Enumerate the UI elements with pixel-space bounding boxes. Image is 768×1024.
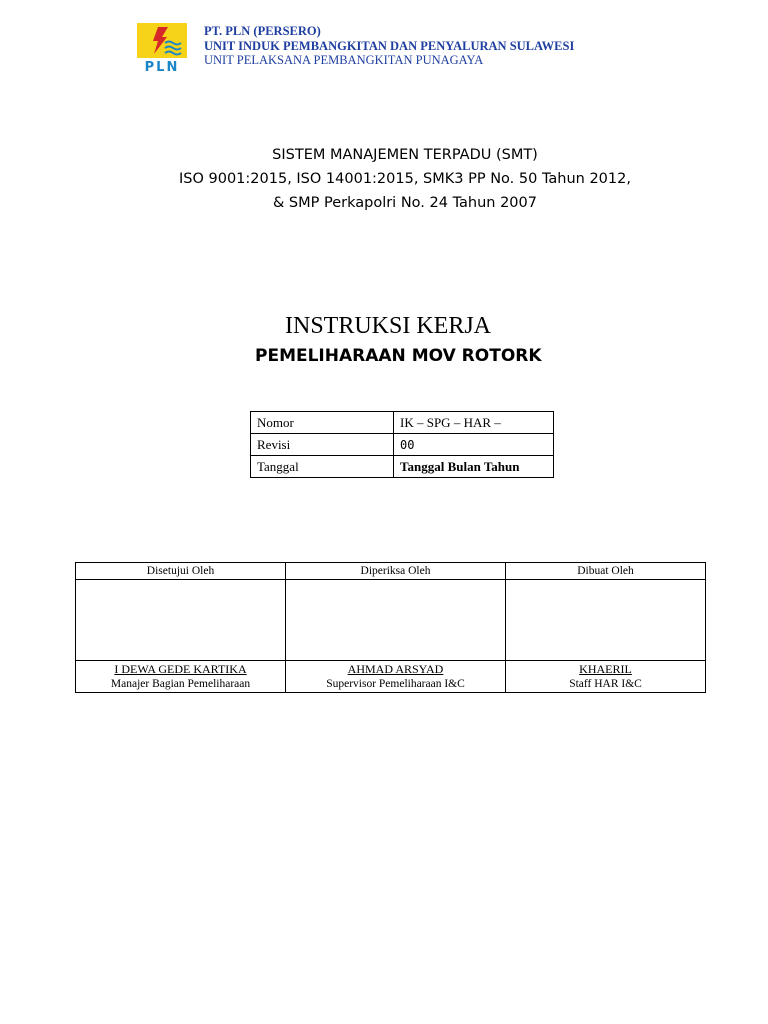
signatory-approver [76,661,286,693]
signatory-name: KHAERIL [579,662,632,676]
table-row [251,434,554,456]
document-info-table [250,411,554,478]
signatory-role: Supervisor Pemeliharaan I&C [326,677,465,690]
management-system-block [0,143,768,215]
document-type: INSTRUKSI KERJA [285,313,492,339]
system-line-3: & SMP Perkapolri No. 24 Tahun 2007 [273,195,537,211]
info-value-tanggal: Tanggal Bulan Tahun [394,456,554,478]
signatory-creator [506,661,706,693]
company-unit: UNIT INDUK PEMBANGKITAN DAN PENYALURAN SULAWESI [204,38,575,53]
table-row [251,456,554,478]
signatory-checker [286,661,506,693]
info-label-revisi: Revisi [251,434,394,456]
signatory-name: AHMAD ARSYAD [347,662,444,676]
info-label-tanggal: Tanggal [251,456,394,478]
company-subunit: UNIT PELAKSANA PEMBANGKITAN PUNAGAYA [204,53,484,67]
pln-logo [137,23,187,77]
logo-text: PLN [144,60,180,75]
company-name: PT. PLN (PERSERO) [204,24,321,38]
table-header-row [76,563,706,580]
info-value-nomor: IK – SPG – HAR – [394,412,554,434]
header-checked-by: Diperiksa Oleh [286,563,506,580]
system-line-1: SISTEM MANAJEMEN TERPADU (SMT) [272,147,538,163]
header-created-by: Dibuat Oleh [506,563,706,580]
signatory-role: Manajer Bagian Pemeliharaan [110,677,251,690]
info-label-nomor: Nomor [251,412,394,434]
table-row [251,412,554,434]
approval-table [75,562,706,693]
info-value-revisi: 00 [394,434,554,456]
lightning-icon [137,23,187,58]
signatory-row [76,661,706,693]
signature-space-row [76,580,706,661]
document-title: PEMELIHARAAN MOV ROTORK [255,346,542,366]
company-header [204,24,574,68]
signatory-name: I DEWA GEDE KARTIKA [114,662,247,676]
signature-box-approver [76,580,286,661]
system-line-2: ISO 9001:2015, ISO 14001:2015, SMK3 PP No. 50 Tahun 2012, [179,171,631,187]
signatory-role: Staff HAR I&C [569,677,642,690]
signature-box-creator [506,580,706,661]
signature-box-checker [286,580,506,661]
header-approved-by: Disetujui Oleh [76,563,286,580]
